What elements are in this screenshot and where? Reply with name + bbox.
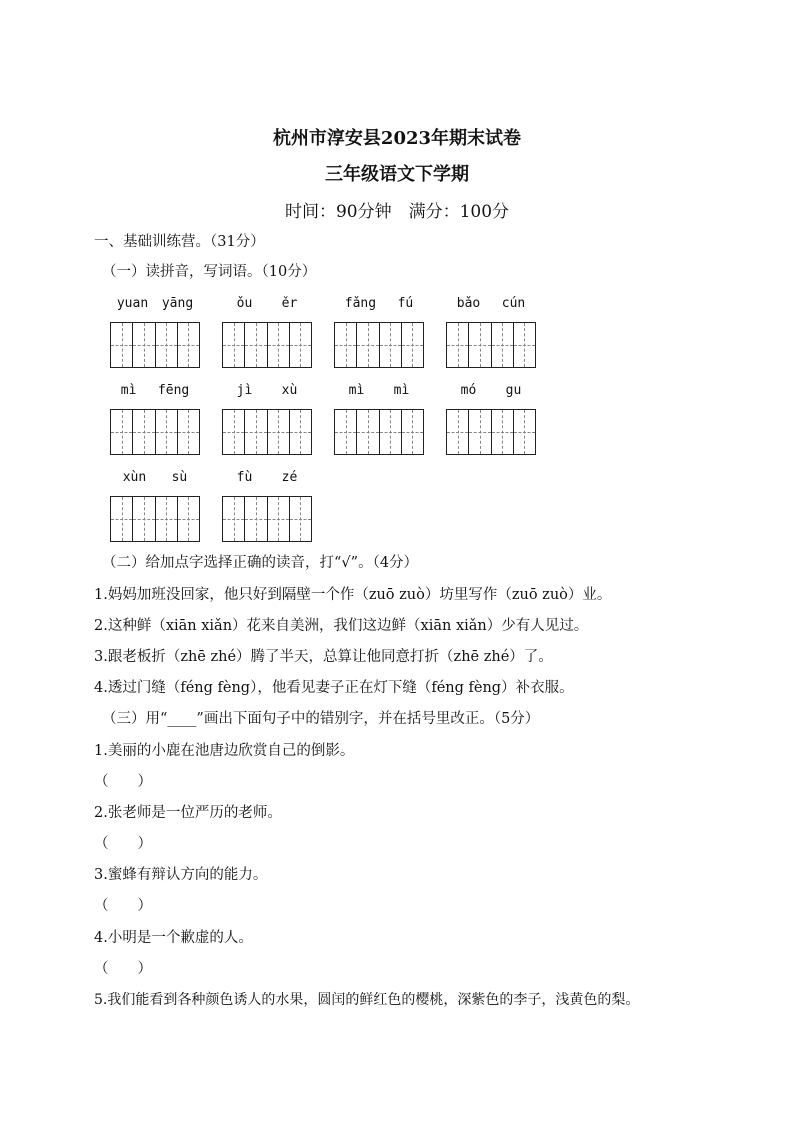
question-item: 2.张老师是一位严历的老师。 bbox=[94, 805, 282, 821]
writing-box[interactable] bbox=[334, 322, 424, 368]
pinyin-text: ǒu bbox=[236, 296, 253, 311]
question-item: 4.小明是一个歉虚的人。 bbox=[94, 930, 253, 946]
pinyin-text: ěr bbox=[281, 296, 298, 311]
question-item: 3.蜜蜂有辩认方向的能力。 bbox=[94, 867, 268, 883]
writing-box[interactable] bbox=[222, 409, 312, 455]
question-item: 5.我们能看到各种颜色诱人的水果，圆闰的鲜红色的樱桃，深紫色的李子，浅黄色的梨。 bbox=[94, 992, 640, 1008]
pinyin-text: fù bbox=[236, 470, 253, 485]
pinyin-text: sù bbox=[171, 470, 188, 485]
pinyin-text: mó bbox=[460, 383, 477, 398]
writing-box[interactable] bbox=[334, 409, 424, 455]
pinyin-text: mì bbox=[348, 383, 365, 398]
pinyin-text: jì bbox=[236, 383, 253, 398]
pinyin-text: yāng bbox=[161, 296, 194, 311]
question-item: 2.这种鲜（xiān xiǎn）花来自美洲，我们这边鲜（xiān xiǎn）少有人见过。 bbox=[94, 618, 589, 634]
writing-box[interactable] bbox=[222, 322, 312, 368]
pinyin-text: zé bbox=[281, 470, 298, 485]
writing-box[interactable] bbox=[110, 322, 200, 368]
question-item: 1.美丽的小鹿在池唐边欣赏自己的倒影。 bbox=[94, 743, 355, 759]
question-item: 3.跟老板折（zhē zhé）腾了半天，总算让他同意打折（zhē zhé）了。 bbox=[94, 649, 553, 665]
pinyin-text: mì bbox=[120, 383, 137, 398]
answer-blank[interactable]: （ ） bbox=[94, 961, 152, 977]
pinyin-text: fēng bbox=[157, 383, 190, 398]
part2-heading: （二）给加点字选择正确的读音，打“√”。（4分） bbox=[102, 555, 419, 571]
section1-heading: 一、基础训练营。（31分） bbox=[94, 234, 265, 250]
exam-subtitle: 三年级语文下学期 bbox=[325, 164, 469, 185]
part3-heading: （三）用“____”画出下面句子中的错别字，并在括号里改正。（5分） bbox=[102, 711, 540, 727]
writing-box[interactable] bbox=[446, 409, 536, 455]
answer-blank[interactable]: （ ） bbox=[94, 836, 152, 852]
pinyin-text: mì bbox=[393, 383, 410, 398]
pinyin-text: xùn bbox=[122, 470, 147, 485]
pinyin-text: fǎng bbox=[344, 296, 377, 311]
answer-blank[interactable]: （ ） bbox=[94, 774, 152, 790]
pinyin-text: cún bbox=[501, 296, 526, 311]
question-item: 1.妈妈加班没回家，他只好到隔壁一个作（zuō zuò）坊里写作（zuō zuò）业。 bbox=[94, 587, 612, 603]
part1-heading: （一）读拼音，写词语。（10分） bbox=[102, 264, 317, 280]
exam-title: 杭州市淳安县2023年期末试卷 bbox=[272, 128, 522, 149]
time-and-score: 时间：90分钟 满分：100分 bbox=[284, 202, 510, 222]
question-item: 4.透过门缝（féng fèng），他看见妻子正在灯下缝（féng fèng）补衣服。 bbox=[94, 680, 574, 696]
pinyin-text: yuan bbox=[116, 296, 149, 311]
answer-blank[interactable]: （ ） bbox=[94, 898, 152, 914]
pinyin-text: xù bbox=[281, 383, 298, 398]
writing-box[interactable] bbox=[110, 496, 200, 542]
pinyin-text: bǎo bbox=[456, 296, 481, 311]
pinyin-text: fú bbox=[397, 296, 414, 311]
pinyin-text: gu bbox=[505, 383, 522, 398]
writing-box[interactable] bbox=[222, 496, 312, 542]
writing-box[interactable] bbox=[446, 322, 536, 368]
writing-box[interactable] bbox=[110, 409, 200, 455]
